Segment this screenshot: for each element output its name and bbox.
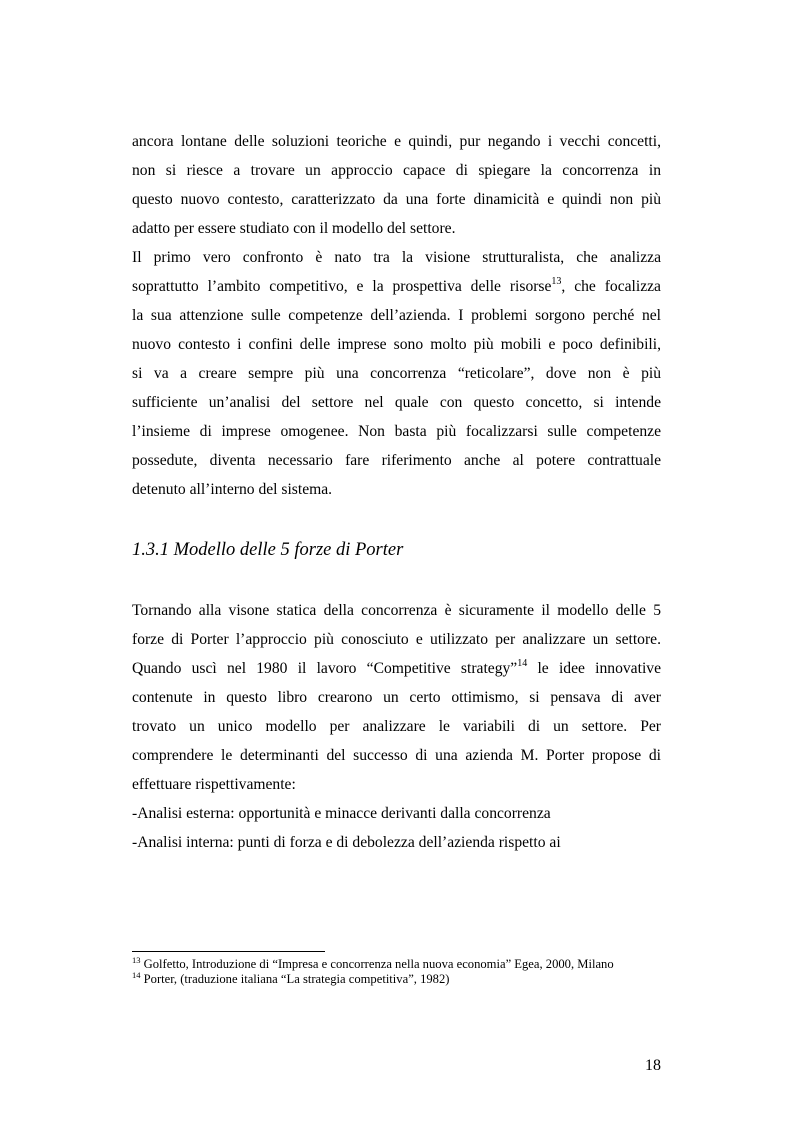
list-item: -Analisi interna: punti di forza e di debolezza dell’azienda rispetto ai — [132, 834, 561, 851]
text-line: forze di Porter l’approccio più conosciuto e utilizzato per analizzare un settore. — [132, 631, 661, 648]
text-line: comprendere le determinanti del successo di una azienda M. Porter propose di — [132, 747, 661, 764]
paragraph-comparison — [132, 243, 661, 504]
paragraph-porter-model — [132, 596, 661, 857]
footnote-separator — [132, 951, 325, 952]
text-line: adatto per essere studiato con il modello del settore. — [132, 220, 456, 237]
text-line: possedute, diventa necessario fare riferimento anche al potere contrattuale — [132, 452, 661, 469]
text-fragment: Quando uscì nel 1980 il lavoro “Competitive strategy” — [132, 660, 518, 677]
footnote-text: Golfetto, Introduzione di “Impresa e concorrenza nella nuova economia” Egea, 2000, Milano — [140, 957, 614, 971]
text-line: trovato un unico modello per analizzare le variabili di un settore. Per — [132, 718, 661, 735]
text-line: Tornando alla visone statica della concorrenza è sicuramente il modello delle 5 — [132, 602, 661, 619]
text-line: detenuto all’interno del sistema. — [132, 481, 333, 498]
text-line-with-footnote — [132, 654, 661, 683]
footnote-number: 14 — [132, 969, 141, 980]
text-line: non si riesce a trovare un approccio capace di spiegare la concorrenza in — [132, 162, 661, 179]
text-line: ancora lontane delle soluzioni teoriche e quindi, pur negando i vecchi concetti, — [132, 133, 661, 150]
text-line: si va a creare sempre più una concorrenza “reticolare”, dove non è più — [132, 365, 661, 382]
text-line: questo nuovo contesto, caratterizzato da una forte dinamicità e quindi non più — [132, 191, 661, 208]
text-line: la sua attenzione sulle competenze dell’azienda. I problemi sorgono perché nel — [132, 307, 661, 324]
footnote-text: Porter, (traduzione italiana “La strategia competitiva”, 1982) — [140, 972, 450, 986]
text-fragment: soprattutto l’ambito competitivo, e la prospettiva delle risorse — [132, 278, 552, 295]
text-line: contenute in questo libro crearono un certo ottimismo, si pensava di aver — [132, 689, 661, 706]
text-fragment: le idee innovative — [527, 660, 661, 677]
text-fragment: , che focalizza — [561, 278, 661, 295]
text-line: effettuare rispettivamente: — [132, 776, 296, 793]
footnotes — [132, 954, 661, 987]
text-line-with-footnote — [132, 272, 661, 301]
paragraph-continuation — [132, 127, 661, 243]
footnote-13 — [132, 954, 661, 972]
list-item: -Analisi esterna: opportunità e minacce derivanti dalla concorrenza — [132, 805, 551, 822]
footnote-reference-14: 14 — [517, 657, 528, 669]
footnote-reference-13: 13 — [551, 275, 562, 287]
text-line: sufficiente un’analisi del settore nel quale con questo concetto, si intende — [132, 394, 661, 411]
text-line: l’insieme di imprese omogenee. Non basta più focalizzarsi sulle competenze — [132, 423, 661, 440]
footnote-14 — [132, 969, 661, 987]
text-line: Il primo vero confronto è nato tra la visione strutturalista, che analizza — [132, 249, 661, 266]
footnote-number: 13 — [132, 954, 141, 965]
text-line: nuovo contesto i confini delle imprese sono molto più mobili e poco definibili, — [132, 336, 661, 353]
section-heading: 1.3.1 Modello delle 5 forze di Porter — [132, 540, 404, 560]
page-number: 18 — [645, 1057, 661, 1074]
